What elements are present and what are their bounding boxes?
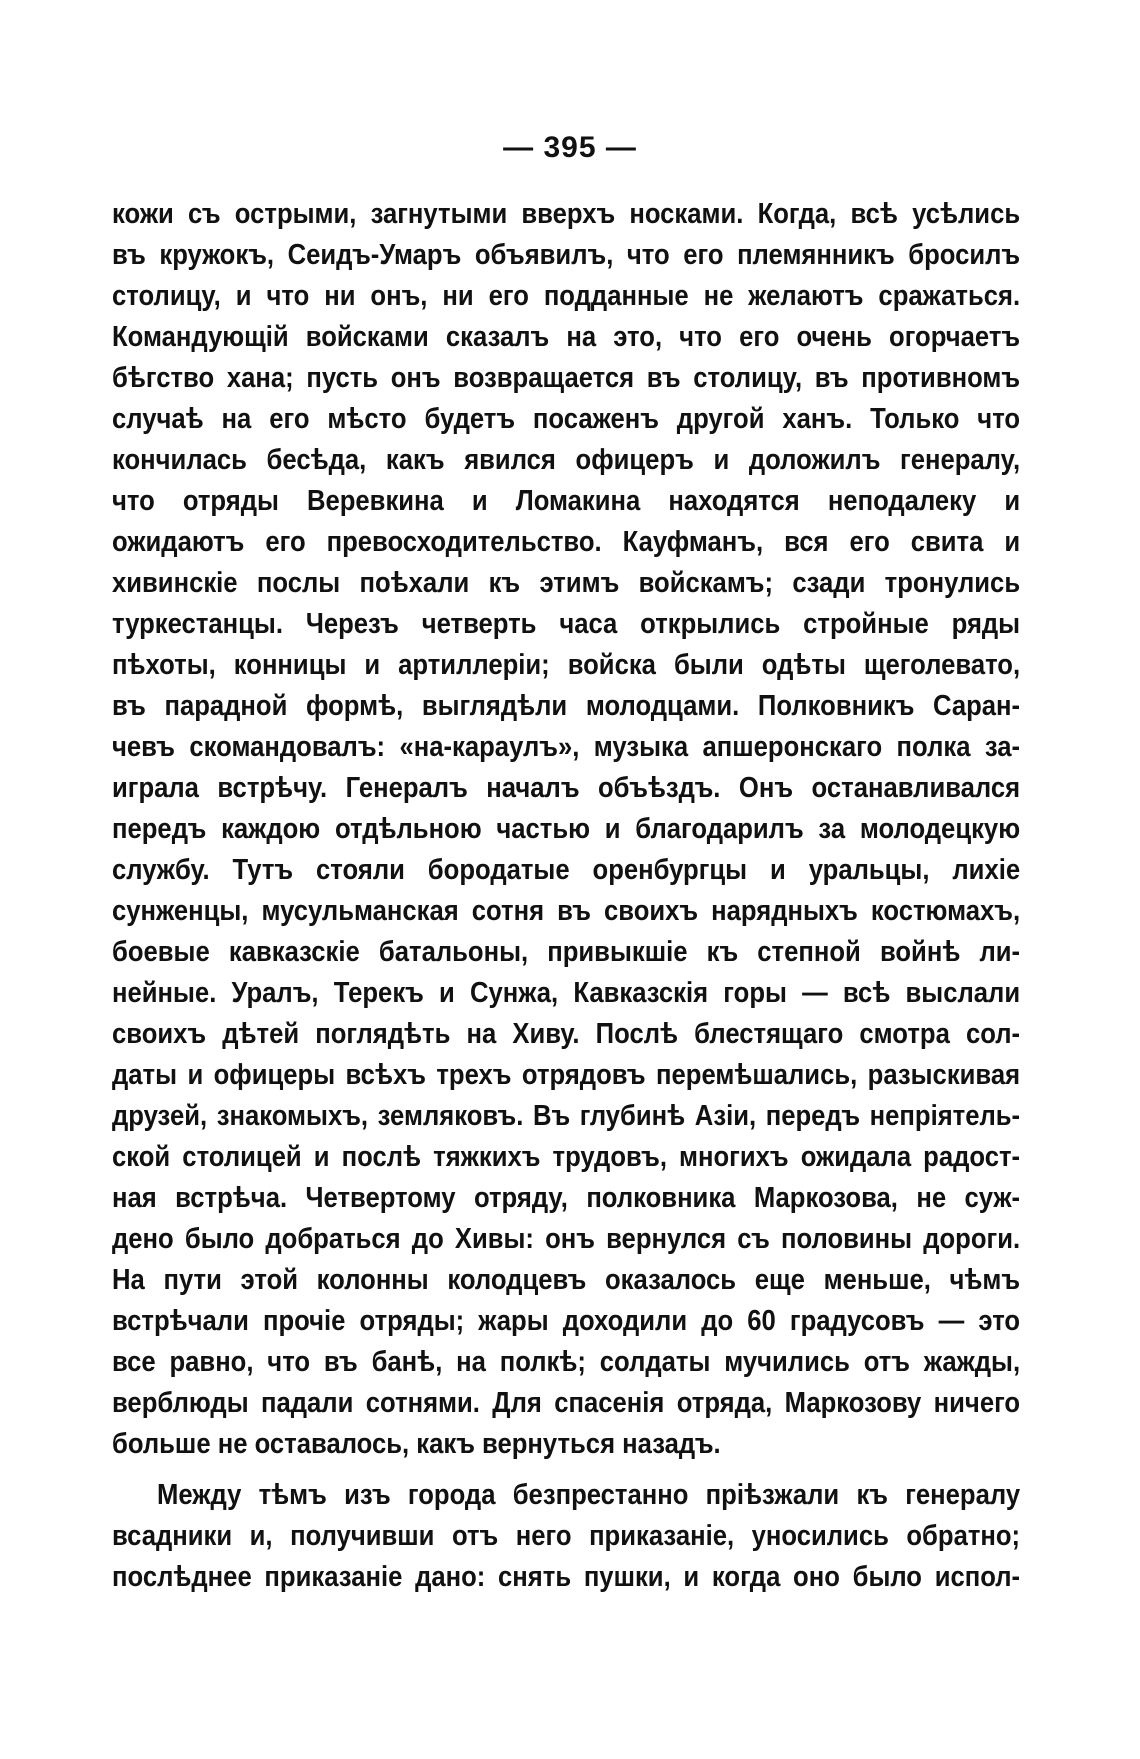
text-line: друзей, знакомыхъ, земляковъ. Въ глубинѣ Азіи, передъ непріятель- <box>112 1100 1021 1132</box>
text-line: даты и офицеры всѣхъ трехъ отрядовъ перемѣшались, разыскивая <box>112 1059 1021 1091</box>
paragraph-gap <box>112 1465 1020 1475</box>
text-line: службу. Тутъ стояли бородатые оренбургцы и уральцы, лихіе <box>112 854 1021 886</box>
text-line: сунженцы, мусульманская сотня въ своихъ нарядныхъ костюмахъ, <box>112 895 1021 927</box>
text-line: ная встрѣча. Четвертому отряду, полковника Маркозова, не суж- <box>112 1182 1021 1214</box>
text-line: всадники и, получивши отъ него приказаніе, уносились обратно; <box>112 1520 1021 1552</box>
text-line: все равно, что въ банѣ, на полкѣ; солдаты мучились отъ жажды, <box>112 1346 1021 1378</box>
text-line: пѣхоты, конницы и артиллеріи; войска были одѣты щеголевато, <box>112 649 1021 681</box>
text-line: ожидаютъ его превосходительство. Кауфманъ, вся его свита и <box>112 526 1021 558</box>
text-line: своихъ дѣтей поглядѣть на Хиву. Послѣ блестящаго смотра сол- <box>112 1018 1021 1050</box>
text-line: въ кружокъ, Сеидъ-Умаръ объявилъ, что его племянникъ бросилъ <box>112 239 1021 271</box>
text-line: больше не оставалось, какъ вернуться назадъ. <box>112 1428 721 1460</box>
text-line: кожи съ острыми, загнутыми вверхъ носками. Когда, всѣ усѣлись <box>112 198 1021 230</box>
text-line: случаѣ на его мѣсто будетъ посаженъ другой ханъ. Только что <box>112 403 1021 435</box>
text-line: играла встрѣчу. Генералъ началъ объѣздъ. Онъ останавливался <box>112 772 1021 804</box>
text-line: передъ каждою отдѣльною частью и благодарилъ за молодецкую <box>112 813 1021 845</box>
text-line: кончилась бесѣда, какъ явился офицеръ и доложилъ генералу, <box>112 444 1021 476</box>
text-line: туркестанцы. Черезъ четверть часа открылись стройные ряды <box>112 608 1021 640</box>
text-line: верблюды падали сотнями. Для спасенія отряда, Маркозову ничего <box>112 1387 1021 1419</box>
text-line: столицу, и что ни онъ, ни его подданные не желаютъ сражаться. <box>112 280 1021 312</box>
text-line: что отряды Веревкина и Ломакина находятся неподалеку и <box>112 485 1021 517</box>
text-line: ской столицей и послѣ тяжкихъ трудовъ, многихъ ожидала радост- <box>112 1141 1021 1173</box>
text-line: хивинскіе послы поѣхали къ этимъ войскамъ; сзади тронулись <box>112 567 1021 599</box>
text-line: На пути этой колонны колодцевъ оказалось еще меньше, чѣмъ <box>112 1264 1021 1296</box>
text-line: Между тѣмъ изъ города безпрестанно пріѣзжали къ генералу <box>157 1479 1021 1511</box>
page-number: — 395 — <box>503 131 637 164</box>
text-line: въ парадной формѣ, выглядѣли молодцами. Полковникъ Саран- <box>112 690 1021 722</box>
text-line: дено было добраться до Хивы: онъ вернулся съ половины дороги. <box>112 1223 1021 1255</box>
text-line: Командующій войсками сказалъ на это, что его очень огорчаетъ <box>112 321 1021 353</box>
text-line: чевъ скомандовалъ: «на-караулъ», музыка апшеронскаго полка за- <box>112 731 1021 763</box>
body-text <box>112 194 1020 1598</box>
text-line: боевые кавказскіе батальоны, привыкшіе къ степной войнѣ ли- <box>112 936 1021 968</box>
text-line: послѣднее приказаніе дано: снять пушки, и когда оно было испол- <box>112 1561 1021 1593</box>
text-line: нейные. Уралъ, Терекъ и Сунжа, Кавказскія горы — всѣ выслали <box>112 977 1021 1009</box>
text-line: встрѣчали прочіе отряды; жары доходили до 60 градусовъ — это <box>112 1305 1021 1337</box>
text-line: бѣгство хана; пусть онъ возвращается въ столицу, въ противномъ <box>112 362 1021 394</box>
